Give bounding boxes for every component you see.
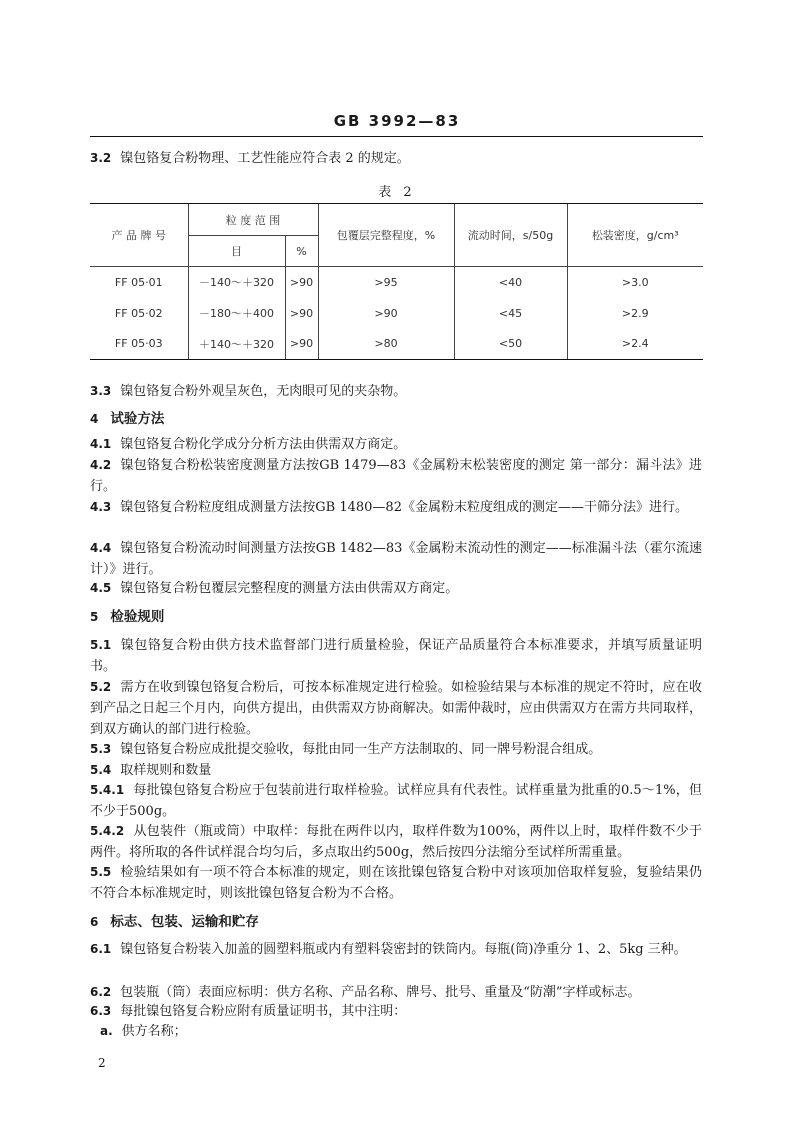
clause-4-1: 4.1 镍包铬复合粉化学成分分析方法由供需双方商定。 xyxy=(90,437,407,452)
cell-flow: <50 xyxy=(454,329,567,360)
cell-density: >2.9 xyxy=(567,298,703,329)
cell-product: FF 05·01 xyxy=(114,275,163,289)
clause-6-3-a: a. 供方名称； xyxy=(100,1024,187,1039)
col-particle-header: 粒 度 范 围 xyxy=(188,204,318,236)
clause-5-4-1: 5.4.1 每批镍包铬复合粉应于包装前进行取样检验。试样应具有代表性。试样重量为批重的0.5～1%，但不少于500g。 xyxy=(90,783,702,819)
section-5-heading: 5 检验规则 xyxy=(90,609,165,625)
table-row xyxy=(90,267,703,298)
table-row xyxy=(90,329,703,360)
clause-6-3: 6.3 每批镍包铬复合粉应附有质量证明书，其中注明： xyxy=(90,1004,407,1019)
standard-number: GB 3992—83 xyxy=(333,112,461,130)
cell-product: FF 05·02 xyxy=(114,306,163,320)
section-6-heading: 6 标志、包装、运输和贮存 xyxy=(90,914,259,930)
properties-table xyxy=(90,203,703,360)
clause-6-1: 6.1 镍包铬复合粉装入加盖的圆塑料瓶或内有塑料袋密封的铁筒内。每瓶(筒)净重分 1、2、5kg 三种。 xyxy=(90,942,687,957)
clause-4-2: 4.2 镍包铬复合粉松装密度测量方法按GB 1479—83《金属粉末松装密度的测定 第一部分：漏斗法》进行。 xyxy=(90,458,702,494)
cell-mesh: －140～＋320 xyxy=(188,267,285,298)
cell-percent: >90 xyxy=(285,329,318,360)
clause-4-3: 4.3 镍包铬复合粉粒度组成测量方法按GB 1480—82《金属粉末粒度组成的测定——干筛分法》进行。 xyxy=(90,500,688,515)
col-product-header: 产 品 牌 号 xyxy=(90,204,188,267)
clause-5-3: 5.3 镍包铬复合粉应成批提交验收，每批由同一生产方法制取的、同一牌号粉混合组成。 xyxy=(90,742,602,757)
clause-6-2: 6.2 包装瓶（筒）表面应标明：供方名称、产品名称、牌号、批号、重量及“防潮”字样或标志。 xyxy=(90,985,641,1000)
cell-coating: >90 xyxy=(318,298,454,329)
clause-3-2: 3.2 镍包铬复合粉物理、工艺性能应符合表 2 的规定。 xyxy=(90,151,410,166)
clause-4-5: 4.5 镍包铬复合粉包覆层完整程度的测量方法由供需双方商定。 xyxy=(90,581,459,596)
cell-flow: <40 xyxy=(454,267,567,298)
header-rule xyxy=(90,136,703,137)
page-number: 2 xyxy=(98,1056,106,1070)
col-mesh-header: 目 xyxy=(188,236,285,267)
cell-density: >2.4 xyxy=(567,329,703,360)
cell-mesh: －180～＋400 xyxy=(188,298,285,329)
clause-3-3: 3.3 镍包铬复合粉外观呈灰色，无肉眼可见的夹杂物。 xyxy=(90,384,407,399)
cell-coating: >95 xyxy=(318,267,454,298)
cell-percent: >90 xyxy=(285,267,318,298)
clause-5-4-2: 5.4.2 从包装件（瓶或筒）中取样：每批在两件以内，取样件数为100%，两件以上时，取样件数不少于两件。将所取的各件试样混合均匀后，多点取出约500g，然后按四分法缩分至试样所需重量。 xyxy=(90,824,702,860)
section-4-heading: 4 试验方法 xyxy=(90,411,165,427)
clause-5-5: 5.5 检验结果如有一项不符合本标准的规定，则在该批镍包铬复合粉中对该项加倍取样复验，复验结果仍不符合本标准规定时，则该批镍包铬复合粉为不合格。 xyxy=(90,865,702,901)
col-density-header: 松装密度，g/cm³ xyxy=(567,204,703,267)
cell-flow: <45 xyxy=(454,298,567,329)
clause-4-4: 4.4 镍包铬复合粉流动时间测量方法按GB 1482—83《金属粉末流动性的测定——标准漏斗法（霍尔流速计）》进行。 xyxy=(90,541,702,577)
clause-5-1: 5.1 镍包铬复合粉由供方技术监督部门进行质量检验，保证产品质量符合本标准要求，并填写质量证明书。 xyxy=(90,638,702,674)
cell-mesh: ＋140～＋320 xyxy=(188,329,285,360)
clause-5-2: 5.2 需方在收到镍包铬复合粉后，可按本标准规定进行检验。如检验结果与本标准的规定不符时，应在收到产品之日起三个月内，向供方提出，由供需双方协商解决。如需仲裁时，应由供需双方在需方共同取样，到双方确认的部门进行检验。 xyxy=(90,680,702,737)
col-flow-header: 流动时间，s/50g xyxy=(454,204,567,267)
cell-coating: >80 xyxy=(318,329,454,360)
table-row xyxy=(90,298,703,329)
col-coating-header: 包覆层完整程度，% xyxy=(318,204,454,267)
cell-density: >3.0 xyxy=(567,267,703,298)
table-caption: 表 2 xyxy=(378,185,416,200)
cell-percent: >90 xyxy=(285,298,318,329)
cell-product: FF 05·03 xyxy=(90,329,188,360)
clause-5-4: 5.4 取样规则和数量 xyxy=(90,763,212,778)
col-percent-header: % xyxy=(285,236,318,267)
